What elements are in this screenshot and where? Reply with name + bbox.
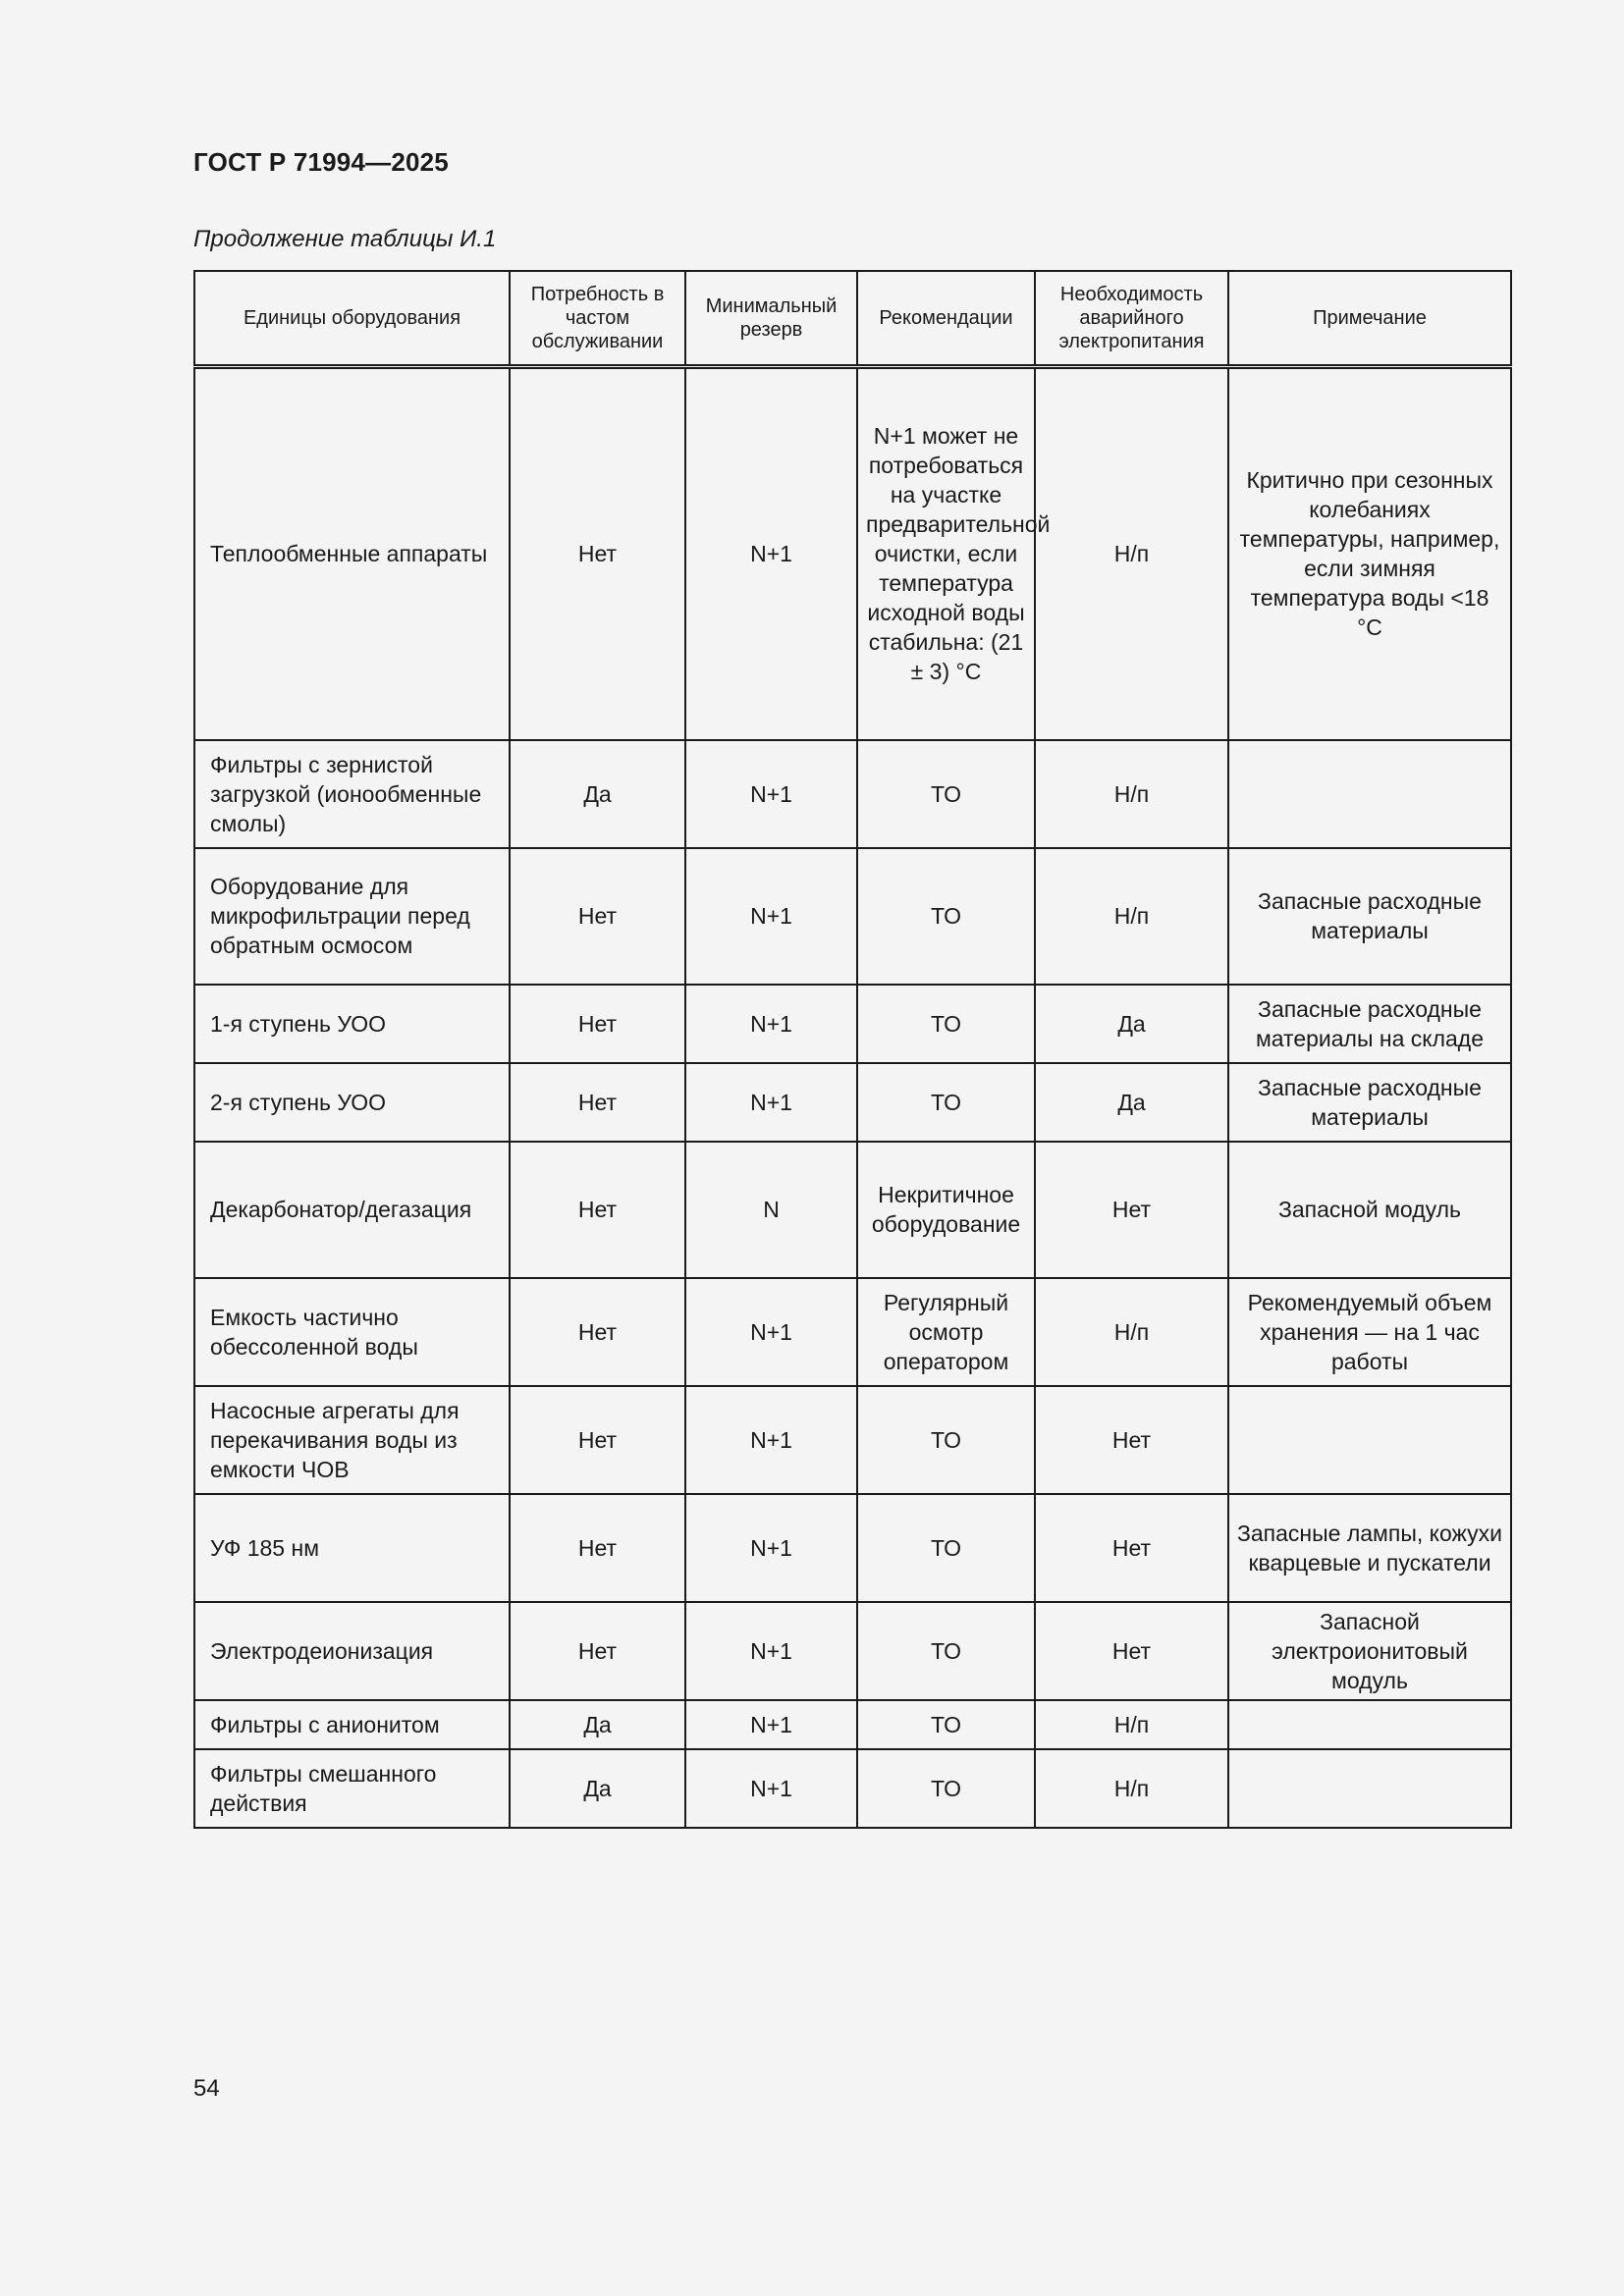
table-row [194,367,1511,740]
table-row [194,1749,1511,1828]
note-cell: Критично при сезонных колебаниях температуры, например, если зимняя температура воды <18 °С [1228,367,1511,740]
recommendations-cell: ТО [857,1602,1035,1700]
frequent-service-cell: Нет [510,1602,685,1700]
recommendations-cell: ТО [857,1063,1035,1142]
emergency-power-cell: Нет [1035,1602,1228,1700]
minimum-reserve-cell: N+1 [685,1700,857,1749]
frequent-service-cell: Да [510,1749,685,1828]
recommendations-cell: ТО [857,1386,1035,1494]
note-cell: Запасные расходные материалы [1228,848,1511,985]
frequent-service-cell: Нет [510,1063,685,1142]
note-cell: Запасной электроионитовый модуль [1228,1602,1511,1700]
equipment-cell: Оборудование для микрофильтрации перед обратным осмосом [194,848,510,985]
equipment-cell: Фильтры с зернистой загрузкой (ионообменные смолы) [194,740,510,848]
column-header-recommendations: Рекомендации [857,271,1035,367]
table-row [194,1063,1511,1142]
table-caption: Продолжение таблицы И.1 [193,226,497,252]
equipment-cell: Декарбонатор/дегазация [194,1142,510,1278]
equipment-table-container [193,270,1510,1829]
note-cell: Рекомендуемый объем хранения — на 1 час работы [1228,1278,1511,1386]
recommendations-cell: ТО [857,740,1035,848]
minimum-reserve-cell: N+1 [685,1494,857,1602]
document-header: ГОСТ Р 71994—2025 [193,147,449,177]
recommendations-cell: N+1 может не потребоваться на участке предварительной очистки, если температура исходной воды стабильна: (21 ± 3) °С [857,367,1035,740]
emergency-power-cell: Нет [1035,1494,1228,1602]
recommendations-cell: ТО [857,1494,1035,1602]
note-cell: Запасные лампы, кожухи кварцевые и пускатели [1228,1494,1511,1602]
frequent-service-cell: Нет [510,1278,685,1386]
note-cell [1228,1749,1511,1828]
emergency-power-cell: Нет [1035,1142,1228,1278]
emergency-power-cell: Н/п [1035,740,1228,848]
note-cell [1228,1700,1511,1749]
emergency-power-cell: Да [1035,1063,1228,1142]
emergency-power-cell: Да [1035,985,1228,1063]
recommendations-cell: ТО [857,1749,1035,1828]
recommendations-cell: ТО [857,1700,1035,1749]
table-row [194,1494,1511,1602]
frequent-service-cell: Нет [510,367,685,740]
equipment-cell: Фильтры смешанного действия [194,1749,510,1828]
minimum-reserve-cell: N [685,1142,857,1278]
recommendations-cell: Регулярный осмотр оператором [857,1278,1035,1386]
minimum-reserve-cell: N+1 [685,1063,857,1142]
frequent-service-cell: Нет [510,1494,685,1602]
minimum-reserve-cell: N+1 [685,1749,857,1828]
table-row [194,1142,1511,1278]
column-header-emergency-power: Необходимость аварийного электропитания [1035,271,1228,367]
column-header-minimum-reserve: Минимальный резерв [685,271,857,367]
column-header-frequent-service: Потребность в частом обслуживании [510,271,685,367]
equipment-cell: 2-я ступень УОО [194,1063,510,1142]
emergency-power-cell: Н/п [1035,1278,1228,1386]
page-number: 54 [193,2075,220,2102]
equipment-cell: Емкость частично обессоленной воды [194,1278,510,1386]
equipment-table [193,270,1512,1829]
column-header-note: Примечание [1228,271,1511,367]
table-row [194,1602,1511,1700]
note-cell [1228,740,1511,848]
table-row [194,1278,1511,1386]
note-cell: Запасной модуль [1228,1142,1511,1278]
note-cell [1228,1386,1511,1494]
emergency-power-cell: Нет [1035,1386,1228,1494]
equipment-cell: Фильтры с анионитом [194,1700,510,1749]
note-cell: Запасные расходные материалы [1228,1063,1511,1142]
equipment-cell: Насосные агрегаты для перекачивания воды из емкости ЧОВ [194,1386,510,1494]
minimum-reserve-cell: N+1 [685,985,857,1063]
table-row [194,985,1511,1063]
minimum-reserve-cell: N+1 [685,1602,857,1700]
minimum-reserve-cell: N+1 [685,1278,857,1386]
emergency-power-cell: Н/п [1035,367,1228,740]
frequent-service-cell: Да [510,740,685,848]
table-header-row [194,271,1511,367]
frequent-service-cell: Нет [510,1386,685,1494]
minimum-reserve-cell: N+1 [685,740,857,848]
note-cell: Запасные расходные материалы на складе [1228,985,1511,1063]
recommendations-cell: Некритичное оборудование [857,1142,1035,1278]
table-row [194,848,1511,985]
table-row [194,740,1511,848]
column-header-equipment: Единицы оборудования [194,271,510,367]
table-row [194,1386,1511,1494]
frequent-service-cell: Нет [510,1142,685,1278]
recommendations-cell: ТО [857,985,1035,1063]
frequent-service-cell: Нет [510,848,685,985]
equipment-cell: Электродеионизация [194,1602,510,1700]
minimum-reserve-cell: N+1 [685,367,857,740]
emergency-power-cell: Н/п [1035,848,1228,985]
emergency-power-cell: Н/п [1035,1749,1228,1828]
minimum-reserve-cell: N+1 [685,848,857,985]
table-row [194,1700,1511,1749]
equipment-cell: 1-я ступень УОО [194,985,510,1063]
frequent-service-cell: Нет [510,985,685,1063]
emergency-power-cell: Н/п [1035,1700,1228,1749]
equipment-cell: Теплообменные аппараты [194,367,510,740]
equipment-cell: УФ 185 нм [194,1494,510,1602]
frequent-service-cell: Да [510,1700,685,1749]
recommendations-cell: ТО [857,848,1035,985]
minimum-reserve-cell: N+1 [685,1386,857,1494]
